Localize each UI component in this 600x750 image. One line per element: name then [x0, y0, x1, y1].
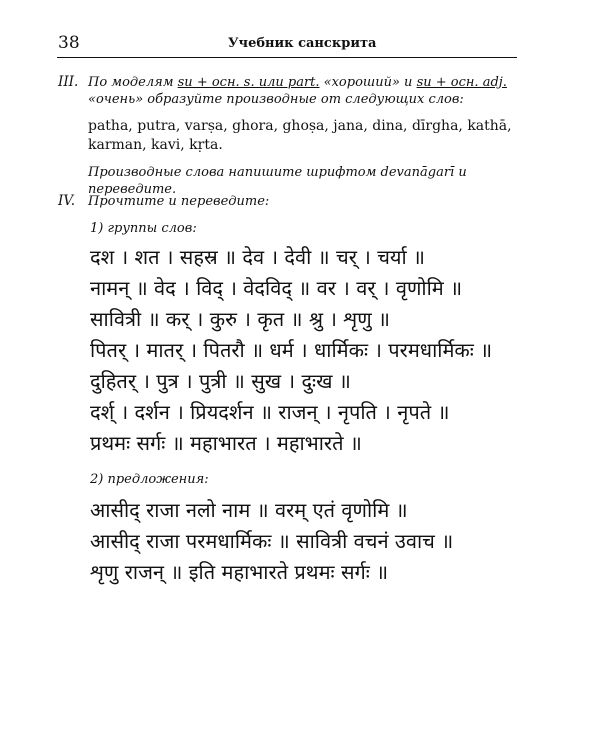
running-title: Учебник санскрита	[228, 36, 377, 51]
sanskrit-sentence: आसीद् राजा नलो नाम ॥ वरम् एतं वृणोमि ॥	[90, 498, 408, 522]
exercise-3-numeral: III.	[58, 74, 79, 90]
phrase-groups	[90, 242, 528, 459]
page-number: 38	[58, 33, 80, 53]
sanskrit-line: दर्श् । दर्शन । प्रियदर्शन ॥ राजन् । नृपति । नृपते ॥	[90, 400, 450, 424]
instr-part: «очень» образуйте производные от следующих слов:	[88, 92, 464, 107]
exercise-4	[58, 193, 528, 588]
sanskrit-line: दश । शत । सहस्र ॥ देव । देवी ॥ चर् । चर्या ॥	[90, 245, 426, 269]
exercise-3-note: Производные слова напишите шрифтом devanāgarī и переведите.	[88, 165, 467, 197]
subsection-2-label: 2) предложения:	[90, 472, 209, 487]
sanskrit-sentence: शृणु राजन् ॥ इति महाभारते प्रथमः सर्गः ॥	[90, 560, 389, 584]
sanskrit-line: सावित्री ॥ कर् । कुरु । कृत ॥ श्रु । शृणु ॥	[90, 307, 390, 331]
exercise-4-numeral: IV.	[58, 193, 76, 209]
exercise-3	[58, 74, 528, 198]
sanskrit-sentence: आसीद् राजा परमधार्मिकः ॥ सावित्री वचनं उवाच ॥	[90, 529, 454, 553]
exercise-3-word-list: patha, putra, varṣa, ghora, ghoṣa, jana, dina, dīrgha, kathā, karman, kavi, kṛta.	[88, 118, 512, 153]
sanskrit-line: दुहितर् । पुत्र । पुत्री ॥ सुख । दुःख ॥	[90, 369, 351, 393]
sentences	[90, 495, 528, 588]
model-2: su + осн. adj.	[416, 75, 507, 90]
sanskrit-line: नामन् ॥ वेद । विद् । वेदविद् ॥ वर । वर् । वृणोमि ॥	[90, 276, 463, 300]
instr-part: «хороший» и	[319, 75, 417, 90]
sanskrit-line: पितर् । मातर् । पितरौ ॥ धर्म । धार्मिकः । परमधार्मिकः ॥	[90, 338, 493, 362]
exercise-4-instruction: Прочтите и переведите:	[88, 194, 270, 209]
model-1: su + осн. s. или part.	[177, 75, 320, 90]
header-rule	[57, 57, 517, 58]
instr-part: По моделям	[88, 75, 178, 90]
exercise-3-instruction	[88, 74, 528, 108]
subsection-1-label: 1) группы слов:	[90, 221, 197, 236]
sanskrit-line: प्रथमः सर्गः ॥ महाभारत । महाभारते ॥	[90, 431, 362, 455]
page-header	[58, 33, 516, 55]
